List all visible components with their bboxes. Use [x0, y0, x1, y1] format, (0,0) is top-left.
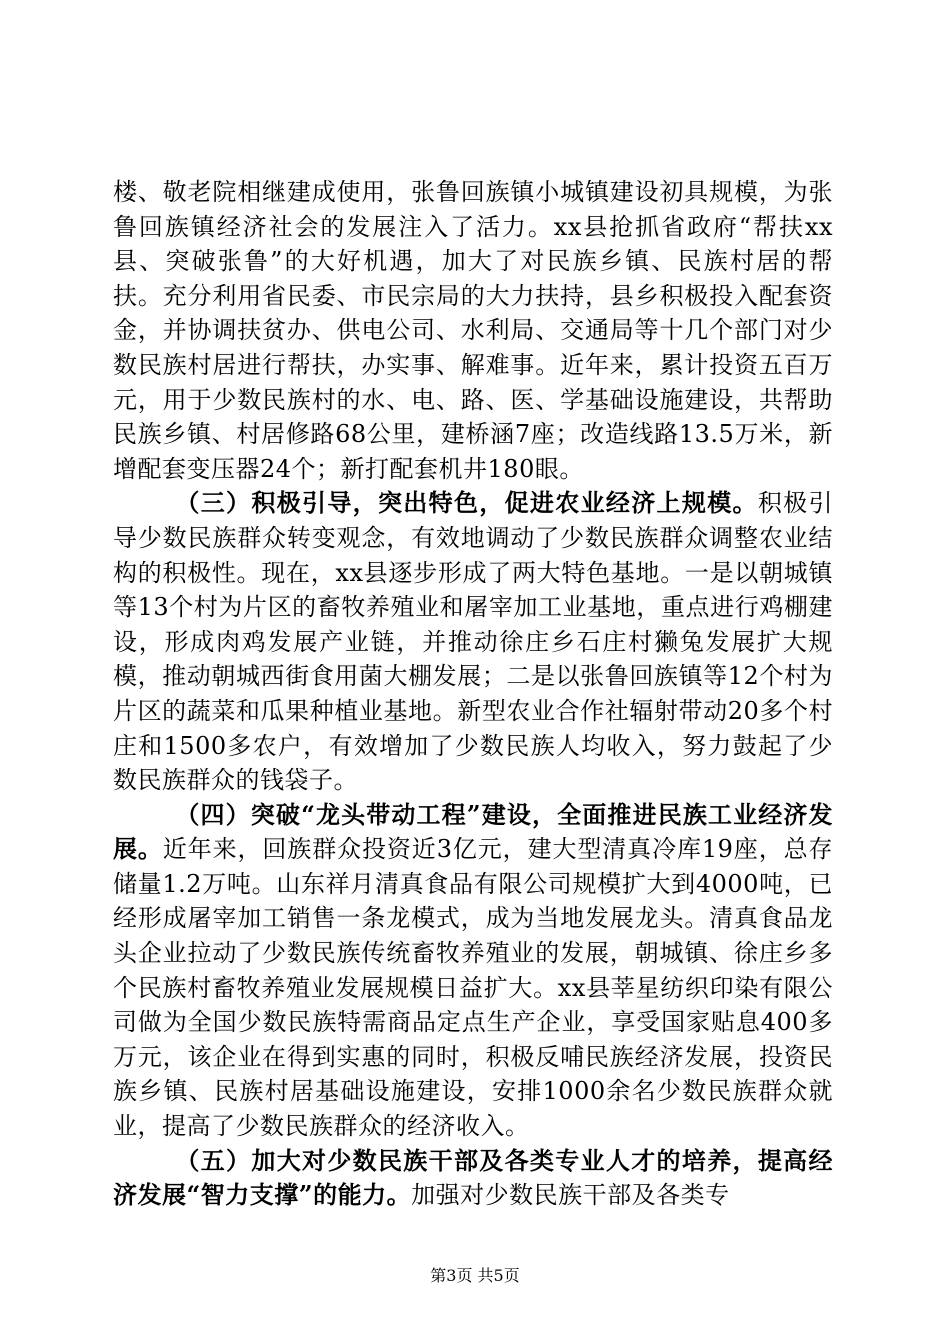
paragraph-3-text: 近年来，回族群众投资近3亿元，建大型清真冷库19座，总存储量1.2万吨。山东祥月清真食品有限公司规模扩大到4000吨，已经形成屠宰加工销售一条龙模式，成为当地发展龙头。清真食品龙头企业拉动了少数民族传统畜牧养殖业的发展，朝城镇、徐庄乡多个民族村畜牧养殖业发展规模日益扩大。xx县莘星纺织印染有限公司做为全国少数民族特需商品定点生产企业，享受国家贴息400多万元，该企业在得到实惠的同时，积极反哺民族经济发展，投资民族乡镇、民族村居基础设施建设，安排1000余名少数民族群众就业，提高了少数民族群众的经济收入。: [113, 835, 834, 1141]
paragraph-4-text: 加强对少数民族干部及各类专: [411, 1181, 730, 1210]
paragraph-3-heading: （四）突破“龙头带动工程”建设，全面推进民族工业经济发展。: [113, 799, 833, 864]
paragraph-3: [113, 798, 833, 1144]
paragraph-4-heading: （五）加大对少数民族干部及各类专业人才的培养，提高经济发展“智力支撑”的能力。: [113, 1145, 833, 1210]
page-footer: 第3页 共5页: [430, 1266, 520, 1285]
paragraph-2: [113, 486, 833, 797]
paragraph-1: [113, 175, 833, 486]
paragraph-4: [113, 1144, 833, 1213]
document-body: [113, 175, 833, 1213]
paragraph-1-text: 楼、敬老院相继建成使用，张鲁回族镇小城镇建设初具规模，为张鲁回族镇经济社会的发展注入了活力。xx县抢抓省政府“帮扶xx县、突破张鲁”的大好机遇，加大了对民族乡镇、民族村居的帮扶。充分利用省民委、市民宗局的大力扶持，县乡积极投入配套资金，并协调扶贫办、供电公司、水利局、交通局等十几个部门对少数民族村居进行帮扶，办实事、解难事。近年来，累计投资五百万元，用于少数民族村的水、电、路、医、学基础设施建设，共帮助民族乡镇、村居修路68公里，建桥涵7座；改造线路13.5万米，新增配套变压器24个；新打配套机井180眼。: [113, 178, 833, 483]
paragraph-2-heading: （三）积极引导，突出特色，促进农业经济上规模。: [175, 488, 758, 518]
paragraph-2-text: 积极引导少数民族群众转变观念，有效地调动了少数民族群众调整农业结构的积极性。现在，xx县逐步形成了两大特色基地。一是以朝城镇等13个村为片区的畜牧养殖业和屠宰加工业基地，重点进行鸡棚建设，形成肉鸡发展产业链，并推动徐庄乡石庄村獭兔发展扩大规模，推动朝城西街食用菌大棚发展；二是以张鲁回族镇等12个村为片区的蔬菜和瓜果种植业基地。新型农业合作社辐射带动20多个村庄和1500多农户，有效增加了少数民族人均收入，努力鼓起了少数民族群众的钱袋子。: [113, 489, 834, 795]
